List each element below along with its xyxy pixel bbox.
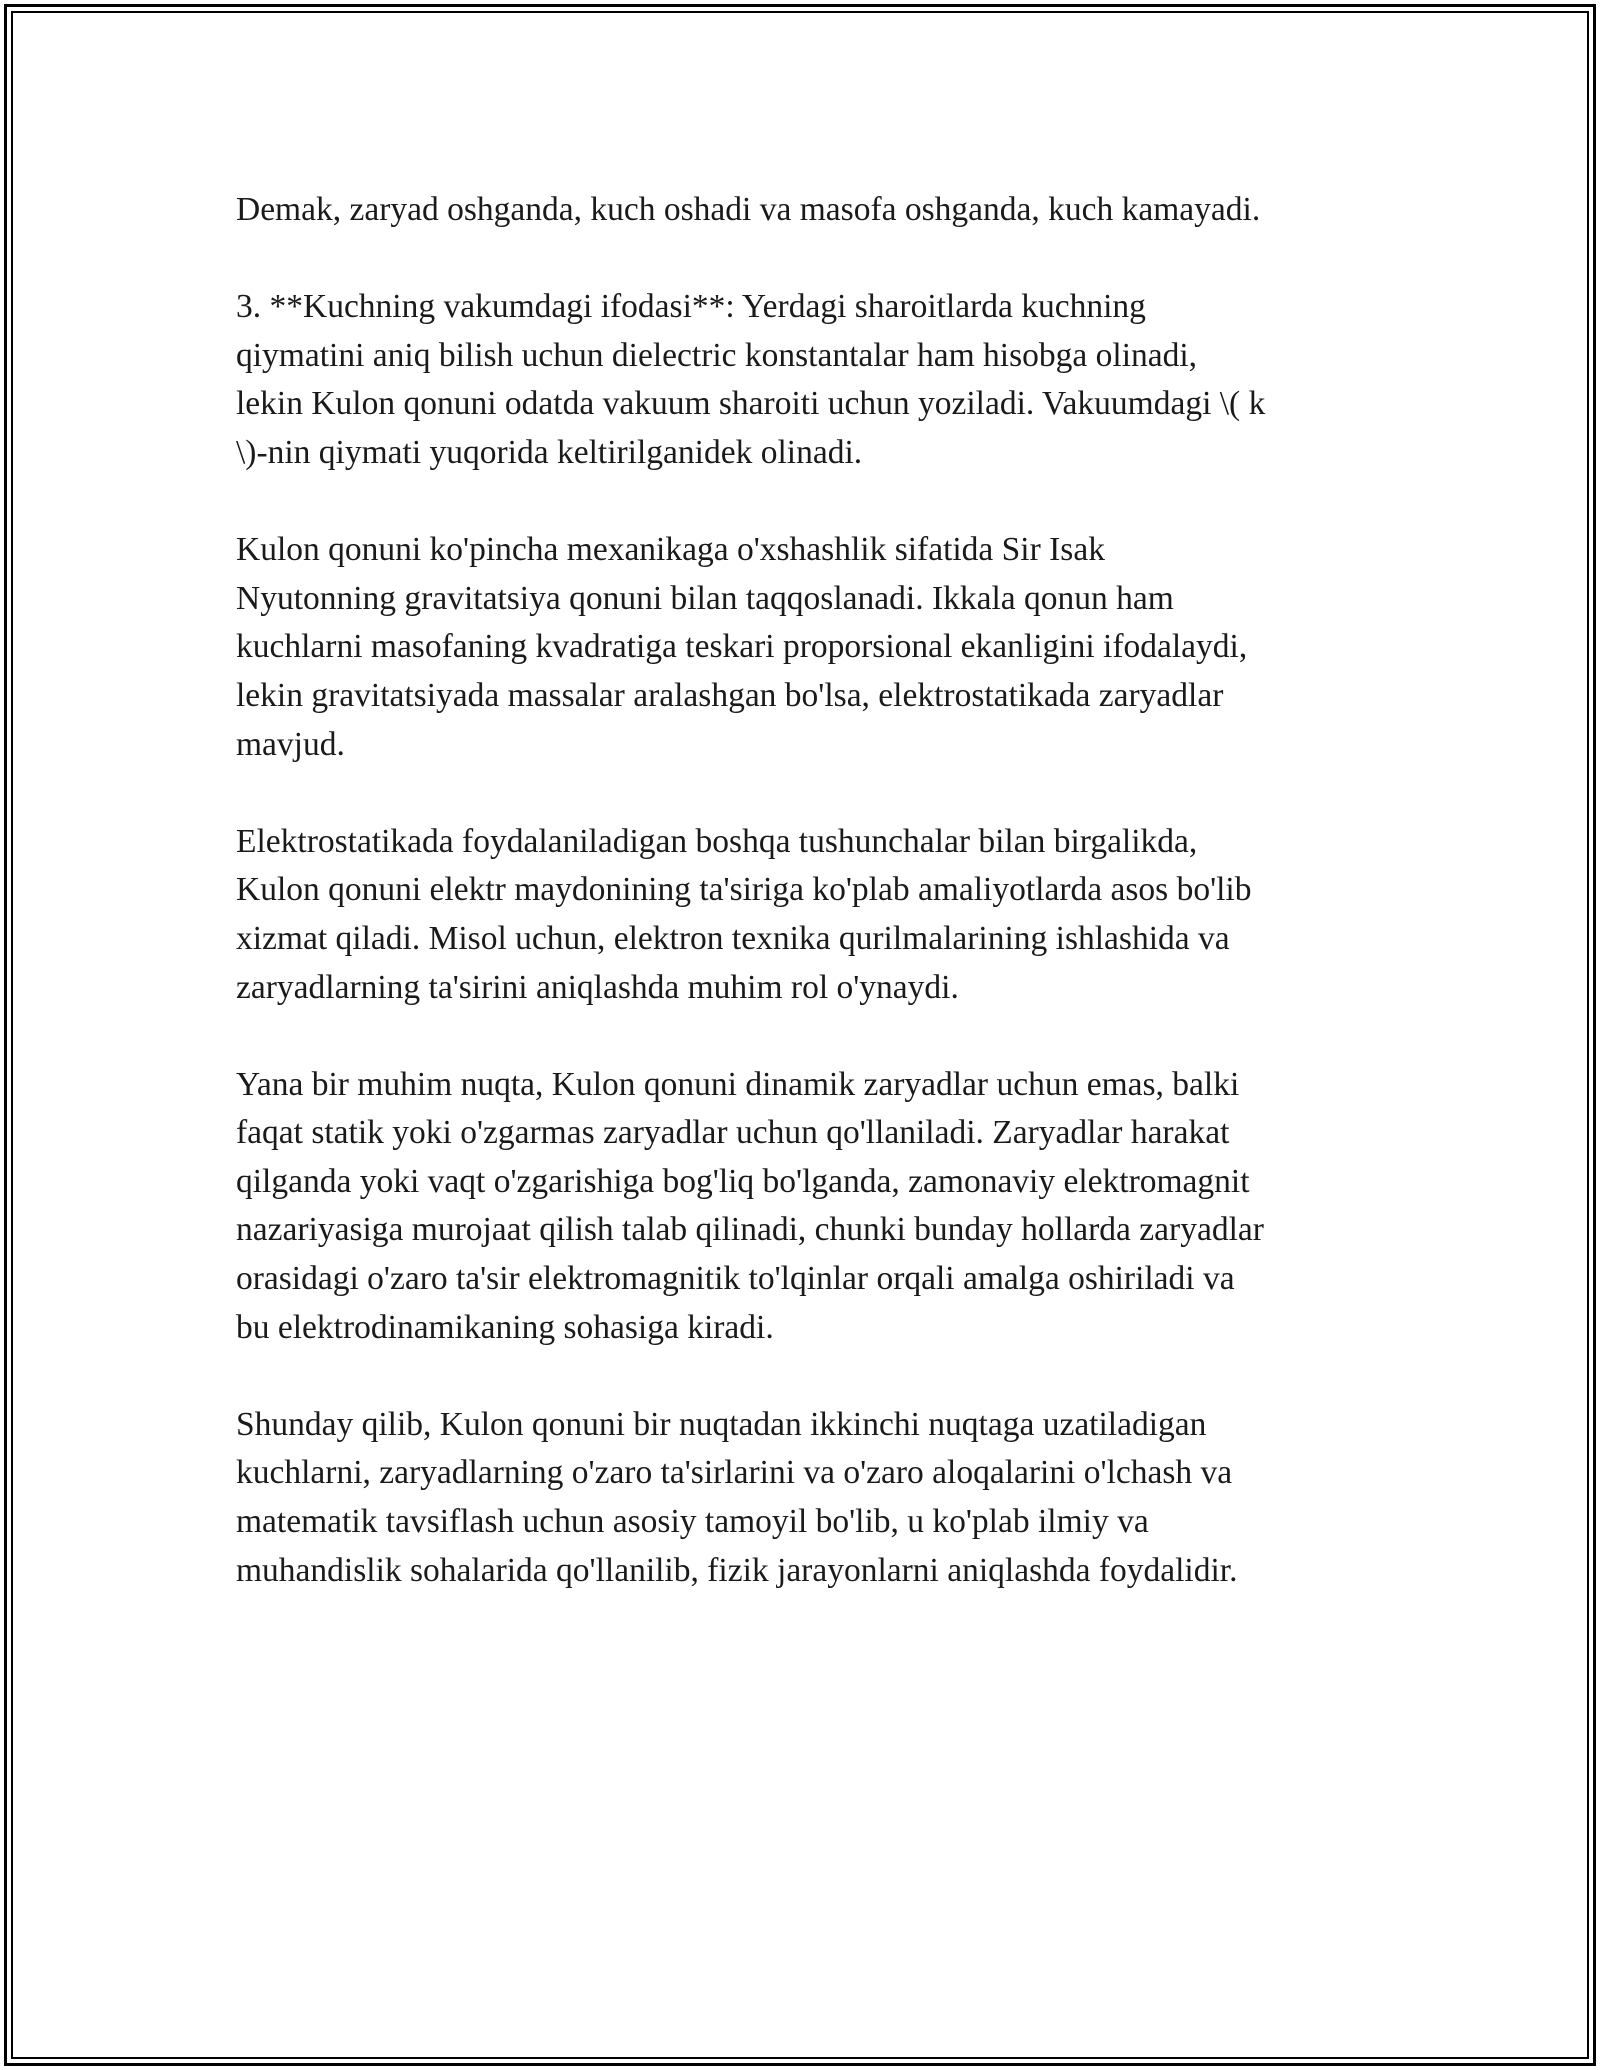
paragraph-static-charges: Yana bir muhim nuqta, Kulon qonuni dinamik zaryadlar uchun emas, balki faqat statik yoki o'zgarmas zaryadlar uchun qo'llaniladi. Zaryadlar harakat qilganda yoki vaqt o'zgarishiga bog'liq bo'lganda, zamonaviy elektromagnit nazariyasiga murojaat qilish talab qilinadi, chunki bunday hollarda zaryadlar orasidagi o'zaro ta'sir elektromagnitik to'lqinlar orqali amalga oshiriladi va bu elektrodinamikaning sohasiga kiradi. [236, 1065, 1264, 1346]
paragraph-conclusion: Shunday qilib, Kulon qonuni bir nuqtadan ikkinchi nuqtaga uzatiladigan kuchlarni, zaryadlarning o'zaro ta'sirlarini va o'zaro aloqalarini o'lchash va matematik tavsiflash uchun asosiy tamoyil bo'lib, u ko'plab ilmiy va muhandislik sohalarida qo'llanilib, fizik jarayonlarni aniqlashda foydalidir. [236, 1405, 1238, 1589]
paragraph-applications: Elektrostatikada foydalaniladigan boshqa tushunchalar bilan birgalikda, Kulon qonuni elektr maydonining ta'siriga ko'plab amaliyotlarda asos bo'lib xizmat qiladi. Misol uchun, elektron texnika qurilmalarining ishlashida va zaryadlarning ta'sirini aniqlashda muhim rol o'ynaydi. [236, 822, 1252, 1006]
paragraph-gravity-comparison: Kulon qonuni ko'pincha mexanikaga o'xshashlik sifatida Sir Isak Nyutonning gravitatsiya qonuni bilan taqqoslanadi. Ikkala qonun ham kuchlarni masofaning kvadratiga teskari proporsional ekanligini ifodalaydi, lekin gravitatsiyada massalar aralashgan bo'lsa, elektrostatikada zaryadlar mavjud. [236, 531, 1248, 763]
document-body [236, 186, 1386, 1644]
paragraph-vacuum-expression: 3. **Kuchning vakumdagi ifodasi**: Yerdagi sharoitlarda kuchning qiymatini aniq bilish uchun dielectric konstantalar ham hisobga olinadi, lekin Kulon qonuni odatda vakuum sharoiti uchun yoziladi. Vakuumdagi \( k \)-nin qiymati yuqorida keltirilganidek olinadi. [236, 288, 1266, 471]
paragraph-summary: Demak, zaryad oshganda, kuch oshadi va masofa oshganda, kuch kamayadi. [236, 191, 1261, 228]
